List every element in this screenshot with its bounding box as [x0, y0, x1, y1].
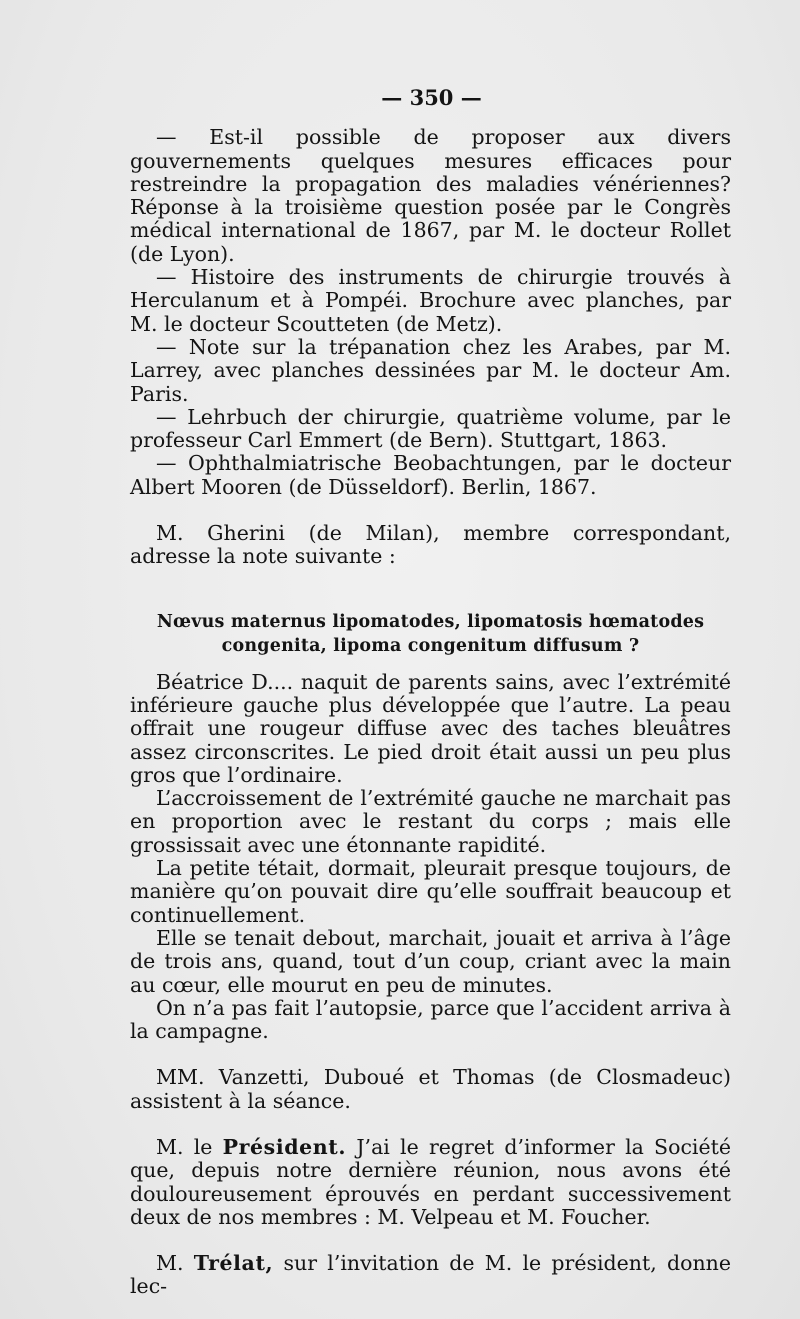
president-paragraph [130, 1136, 731, 1229]
page-number: — 350 — [381, 85, 482, 110]
gherini-note-intro: M. Gherini (de Milan), membre correspondant, adresse la note suivante : [130, 521, 731, 569]
president-prefix: M. le [156, 1134, 213, 1159]
trelat-name: Trélat, [193, 1251, 274, 1276]
list-item: — Ophthalmiatrische Beobachtungen, par le docteur Albert Mooren (de Düsseldorf). Berlin, 1867. [130, 451, 731, 499]
president-text: J’ai le regret d’informer la Société que, depuis notre dernière réunion, nous avons été douloureusement éprouvés en perdant successivement deux de nos membres : M. Velpeau et M. Foucher. [130, 1134, 731, 1229]
list-item: — Est-il possible de proposer aux divers gouvernements quelques mesures efficaces pour restreindre la propagation des maladies vénériennes? Réponse à la troisième question posée par le Congrès médical international de 1867, par M. le docteur Rollet (de Lyon). [130, 125, 731, 266]
trelat-prefix: M. [156, 1251, 184, 1276]
list-item: — Note sur la trépanation chez les Arabes, par M. Larrey, avec planches dessinées par M. le docteur Am. Paris. [130, 334, 731, 406]
case-heading-line-2: congenita, lipoma congenitum diffusum ? [221, 635, 640, 656]
received-works-list [130, 126, 731, 499]
case-paragraph: On n’a pas fait l’autopsie, parce que l’accident arriva à la campagne. [130, 995, 731, 1044]
case-report [130, 671, 731, 1044]
case-paragraph: Elle se tenait debout, marchait, jouait et arriva à l’âge de trois ans, quand, tout d’un coup, criant avec la main au cœur, elle mourut en peu de minutes. [130, 925, 731, 997]
case-paragraph: Béatrice D.... naquit de parents sains, avec l’extrémité inférieure gauche plus développée que l’autre. La peau offrait une rougeur diffuse avec des taches bleuâtres assez circonscrites. Le pied droit était aussi un peu plus gros que l’ordinaire. [130, 669, 731, 787]
list-item: — Histoire des instruments de chirurgie trouvés à Herculanum et à Pompéi. Brochure avec planches, par M. le docteur Scoutteten (de Metz). [130, 265, 731, 336]
attendance-paragraph: MM. Vanzetti, Duboué et Thomas (de Closmadeuc) assistent à la séance. [130, 1065, 731, 1113]
document-page [130, 86, 731, 1299]
case-paragraph: L’accroissement de l’extrémité gauche ne marchait pas en proportion avec le restant du corps ; mais elle grossissait avec une étonnante rapidité. [130, 786, 731, 857]
trelat-text: sur l’invitation de M. le président, donne lec- [130, 1251, 731, 1299]
case-heading [130, 610, 731, 658]
trelat-paragraph [130, 1252, 731, 1299]
case-paragraph: La petite tétait, dormait, pleurait presque toujours, de manière qu’on pouvait dire qu’elle souffrait beaucoup et continuellement. [130, 856, 731, 927]
list-item: — Lehrbuch der chirurgie, quatrième volume, par le professeur Carl Emmert (de Bern). Stuttgart, 1863. [130, 404, 731, 453]
case-heading-line-1: Nœvus maternus lipomatodes, lipomatosis hœmatodes [156, 611, 705, 632]
president-name: Président. [222, 1134, 347, 1159]
